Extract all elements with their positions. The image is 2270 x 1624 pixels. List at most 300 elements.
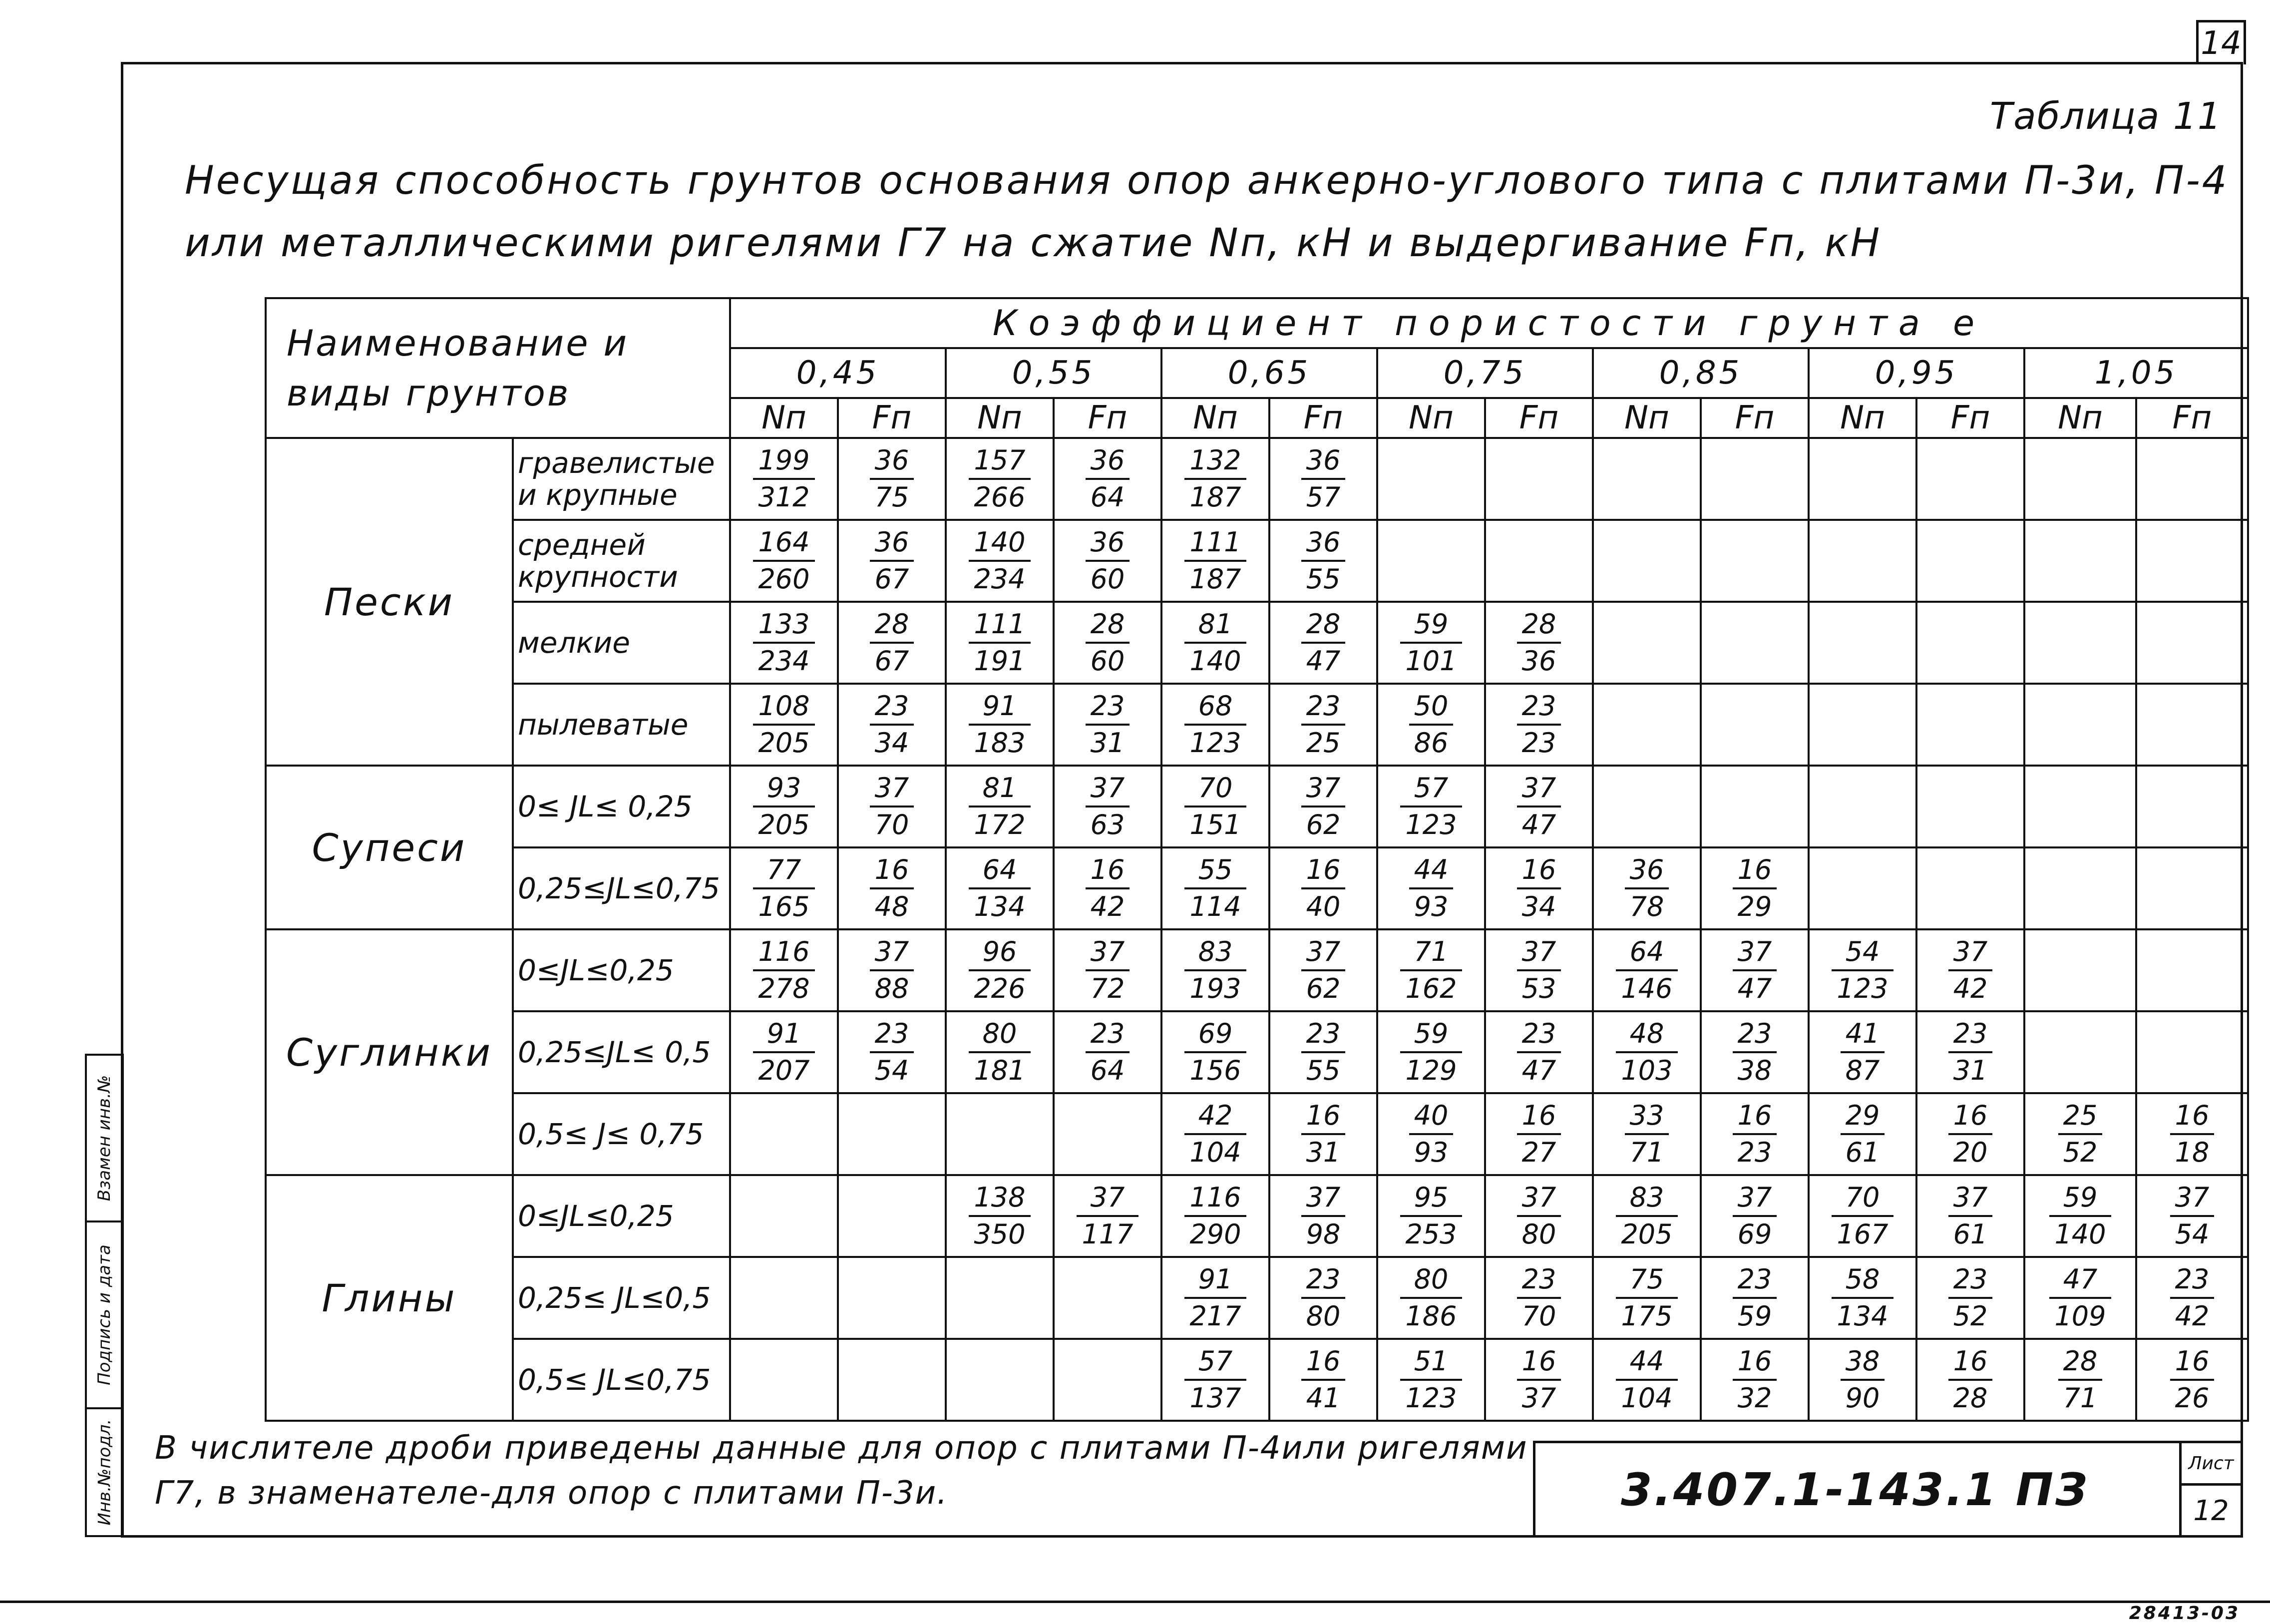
numerator: 36 bbox=[870, 529, 914, 562]
numerator: 57 bbox=[1184, 1348, 1246, 1381]
denominator: 278 bbox=[758, 973, 810, 1004]
denominator: 80 bbox=[1521, 1218, 1556, 1250]
denominator: 183 bbox=[974, 727, 1026, 759]
value-cell bbox=[1701, 1339, 1809, 1421]
fraction bbox=[1409, 856, 1454, 920]
fraction bbox=[1616, 1345, 1677, 1414]
denominator: 88 bbox=[874, 973, 909, 1004]
np-header-2: Nп bbox=[1161, 398, 1269, 438]
fraction bbox=[2170, 1263, 2215, 1332]
numerator: 16 bbox=[1517, 856, 1561, 889]
fraction bbox=[969, 856, 1030, 920]
fraction bbox=[2049, 1184, 2111, 1248]
value-cell bbox=[1269, 438, 1377, 520]
fraction bbox=[1086, 526, 1130, 595]
fraction bbox=[1841, 1020, 1885, 1084]
value-cell bbox=[1161, 929, 1269, 1011]
value-cell bbox=[1809, 1093, 1916, 1175]
np-header-1: Nп bbox=[946, 398, 1054, 438]
fraction bbox=[753, 444, 814, 513]
fraction bbox=[1733, 856, 1777, 920]
numerator: 36 bbox=[1625, 856, 1669, 889]
value-cell bbox=[1485, 602, 1593, 684]
denominator: 129 bbox=[1405, 1055, 1457, 1086]
denominator: 253 bbox=[1405, 1218, 1457, 1250]
fraction bbox=[1400, 938, 1462, 1002]
numerator: 81 bbox=[1184, 611, 1246, 644]
denominator: 114 bbox=[1189, 891, 1241, 922]
value-cell bbox=[730, 684, 838, 766]
numerator: 80 bbox=[1400, 1266, 1462, 1299]
numerator: 50 bbox=[1409, 693, 1454, 726]
denominator: 140 bbox=[1189, 645, 1241, 677]
fraction bbox=[2170, 1345, 2215, 1414]
numerator: 59 bbox=[1400, 611, 1462, 644]
fraction bbox=[1301, 772, 1346, 840]
value-cell bbox=[730, 1257, 838, 1339]
numerator: 42 bbox=[1184, 1102, 1246, 1135]
numerator: 132 bbox=[1184, 447, 1246, 480]
soil-group-3: Глины bbox=[266, 1175, 513, 1421]
numerator: 23 bbox=[1086, 1020, 1130, 1053]
table-row bbox=[266, 520, 2248, 602]
denominator: 234 bbox=[758, 645, 810, 677]
porosity-value-0: 0,45 bbox=[730, 348, 946, 398]
value-cell bbox=[1377, 929, 1485, 1011]
table-row bbox=[266, 684, 2248, 766]
denominator: 134 bbox=[974, 891, 1026, 922]
fraction bbox=[1184, 526, 1246, 595]
fraction bbox=[1832, 938, 1893, 1002]
numerator: 64 bbox=[969, 856, 1030, 889]
numerator: 91 bbox=[1184, 1266, 1246, 1299]
value-cell bbox=[2136, 766, 2248, 847]
value-cell bbox=[1054, 520, 1161, 602]
value-cell bbox=[2024, 766, 2136, 847]
fraction bbox=[753, 526, 814, 595]
denominator: 27 bbox=[1521, 1137, 1556, 1168]
fraction bbox=[753, 690, 814, 759]
numerator: 95 bbox=[1400, 1184, 1462, 1217]
denominator: 62 bbox=[1306, 973, 1341, 1004]
fraction bbox=[1184, 772, 1246, 840]
numerator: 48 bbox=[1616, 1020, 1677, 1053]
porosity-value-1: 0,55 bbox=[946, 348, 1161, 398]
denominator: 23 bbox=[1521, 727, 1556, 759]
numerator: 69 bbox=[1184, 1020, 1246, 1053]
denominator: 60 bbox=[1090, 645, 1125, 677]
numerator: 16 bbox=[870, 856, 914, 889]
denominator: 64 bbox=[1090, 1055, 1125, 1086]
denominator: 23 bbox=[1737, 1137, 1772, 1168]
fraction bbox=[1086, 938, 1130, 1002]
numerator: 16 bbox=[1517, 1102, 1561, 1135]
np-header-3: Nп bbox=[1377, 398, 1485, 438]
value-cell bbox=[1701, 438, 1809, 520]
value-cell bbox=[1269, 602, 1377, 684]
value-cell bbox=[1701, 602, 1809, 684]
denominator: 70 bbox=[1521, 1300, 1556, 1332]
value-cell bbox=[730, 1339, 838, 1421]
fraction bbox=[1400, 1263, 1462, 1332]
fp-header-0: Fп bbox=[838, 398, 946, 438]
value-cell bbox=[1054, 1339, 1161, 1421]
numerator: 16 bbox=[1733, 1102, 1777, 1135]
numerator: 38 bbox=[1841, 1348, 1885, 1381]
denominator: 61 bbox=[1845, 1137, 1880, 1168]
fraction bbox=[1184, 608, 1246, 677]
denominator: 146 bbox=[1621, 973, 1673, 1004]
fraction bbox=[1184, 1184, 1246, 1248]
fraction bbox=[1301, 856, 1346, 920]
value-cell bbox=[1701, 766, 1809, 847]
header-soil-name: Наименование и виды грунтов bbox=[266, 298, 730, 438]
denominator: 187 bbox=[1189, 563, 1241, 595]
fraction bbox=[1733, 1020, 1777, 1084]
fraction bbox=[753, 856, 814, 920]
denominator: 151 bbox=[1189, 809, 1241, 840]
denominator: 53 bbox=[1521, 973, 1556, 1004]
denominator: 60 bbox=[1090, 563, 1125, 595]
denominator: 37 bbox=[1521, 1382, 1556, 1414]
document-code: 3.407.1-143.1 ПЗ bbox=[1620, 1463, 2090, 1516]
value-cell bbox=[1809, 520, 1916, 602]
denominator: 69 bbox=[1737, 1218, 1772, 1250]
value-cell bbox=[1485, 684, 1593, 766]
numerator: 37 bbox=[1948, 938, 1993, 971]
page-number: 14 bbox=[2196, 20, 2246, 64]
value-cell bbox=[2024, 602, 2136, 684]
value-cell bbox=[1916, 602, 2024, 684]
denominator: 47 bbox=[1306, 645, 1341, 677]
denominator: 28 bbox=[1953, 1382, 1988, 1414]
numerator: 28 bbox=[1086, 611, 1130, 644]
table-label: Таблица 11 bbox=[1990, 95, 2222, 138]
value-cell bbox=[1377, 1339, 1485, 1421]
value-cell bbox=[2136, 1093, 2248, 1175]
numerator: 37 bbox=[1733, 938, 1777, 971]
denominator: 207 bbox=[758, 1055, 810, 1086]
fraction bbox=[1616, 1184, 1677, 1248]
value-cell bbox=[1161, 1175, 1269, 1257]
value-cell bbox=[838, 1011, 946, 1093]
fraction bbox=[1301, 1345, 1346, 1414]
fraction bbox=[1301, 938, 1346, 1002]
value-cell bbox=[1161, 1093, 1269, 1175]
numerator: 59 bbox=[1400, 1020, 1462, 1053]
value-cell bbox=[1701, 1175, 1809, 1257]
denominator: 290 bbox=[1189, 1218, 1241, 1250]
value-cell bbox=[730, 929, 838, 1011]
fraction bbox=[969, 608, 1030, 677]
numerator: 23 bbox=[870, 693, 914, 726]
sheet-box bbox=[2179, 1443, 2241, 1536]
np-header-5: Nп bbox=[1809, 398, 1916, 438]
value-cell bbox=[1161, 1011, 1269, 1093]
value-cell bbox=[2136, 1339, 2248, 1421]
fraction bbox=[1841, 1102, 1885, 1166]
value-cell bbox=[946, 766, 1054, 847]
numerator: 23 bbox=[1948, 1266, 1993, 1299]
fraction bbox=[1409, 690, 1454, 759]
denominator: 48 bbox=[874, 891, 909, 922]
numerator: 28 bbox=[1517, 611, 1561, 644]
value-cell bbox=[1916, 1339, 2024, 1421]
value-cell bbox=[1701, 1011, 1809, 1093]
value-cell bbox=[1161, 520, 1269, 602]
denominator: 90 bbox=[1845, 1382, 1880, 1414]
fp-header-5: Fп bbox=[1916, 398, 2024, 438]
value-cell bbox=[1269, 1257, 1377, 1339]
value-cell bbox=[730, 438, 838, 520]
value-cell bbox=[946, 1257, 1054, 1339]
numerator: 111 bbox=[1184, 529, 1246, 562]
value-cell bbox=[2136, 1011, 2248, 1093]
np-header-4: Nп bbox=[1593, 398, 1701, 438]
denominator: 205 bbox=[758, 809, 810, 840]
numerator: 37 bbox=[1301, 938, 1346, 971]
value-cell bbox=[1809, 929, 1916, 1011]
fraction bbox=[753, 938, 814, 1002]
denominator: 71 bbox=[2063, 1382, 2098, 1414]
numerator: 28 bbox=[2058, 1348, 2103, 1381]
table-row bbox=[266, 1257, 2248, 1339]
numerator: 16 bbox=[1948, 1102, 1993, 1135]
fraction bbox=[2058, 1345, 2103, 1414]
numerator: 157 bbox=[969, 447, 1030, 480]
document-title: Несущая способность грунтов основания опор анкерно-углового типа с плитами П-3и, П-4 или металлическими ригелями Г7 на сжатие Nп, кН и выдергивание Fп, кН bbox=[185, 158, 2229, 266]
table-row bbox=[266, 766, 2248, 847]
value-cell bbox=[1593, 684, 1701, 766]
denominator: 98 bbox=[1306, 1218, 1341, 1250]
denominator: 25 bbox=[1306, 727, 1341, 759]
numerator: 37 bbox=[1086, 938, 1130, 971]
numerator: 164 bbox=[753, 529, 814, 562]
value-cell bbox=[730, 520, 838, 602]
soil-subtype: пылеватые bbox=[513, 684, 730, 766]
denominator: 123 bbox=[1189, 727, 1241, 759]
numerator: 23 bbox=[1301, 693, 1346, 726]
value-cell bbox=[838, 1175, 946, 1257]
value-cell bbox=[1485, 520, 1593, 602]
fraction bbox=[1616, 938, 1677, 1002]
value-cell bbox=[730, 847, 838, 929]
denominator: 78 bbox=[1629, 891, 1664, 922]
numerator: 28 bbox=[870, 611, 914, 644]
fraction bbox=[1301, 1263, 1346, 1332]
numerator: 70 bbox=[1832, 1184, 1893, 1217]
fraction bbox=[1948, 1345, 1993, 1414]
value-cell bbox=[1809, 1257, 1916, 1339]
value-cell bbox=[1054, 1011, 1161, 1093]
denominator: 104 bbox=[1189, 1137, 1241, 1168]
numerator: 133 bbox=[753, 611, 814, 644]
fraction bbox=[1301, 1184, 1346, 1248]
fraction bbox=[2049, 1263, 2111, 1332]
value-cell bbox=[2024, 1339, 2136, 1421]
value-cell bbox=[1054, 847, 1161, 929]
value-cell bbox=[1809, 602, 1916, 684]
fraction bbox=[1517, 938, 1561, 1002]
numerator: 64 bbox=[1616, 938, 1677, 971]
fraction bbox=[1400, 772, 1462, 840]
value-cell bbox=[1485, 1093, 1593, 1175]
fraction bbox=[1948, 1184, 1993, 1248]
denominator: 175 bbox=[1621, 1300, 1673, 1332]
value-cell bbox=[838, 1339, 946, 1421]
value-cell bbox=[838, 1093, 946, 1175]
fraction bbox=[969, 690, 1030, 759]
numerator: 37 bbox=[870, 938, 914, 971]
value-cell bbox=[1593, 438, 1701, 520]
value-cell bbox=[2024, 1011, 2136, 1093]
footnote-line-2: Г7, в знаменателе-для опор с плитами П-3и. bbox=[155, 1475, 948, 1512]
numerator: 57 bbox=[1400, 775, 1462, 808]
denominator: 205 bbox=[1621, 1218, 1673, 1250]
soil-subtype: гравелистые и крупные bbox=[513, 438, 730, 520]
denominator: 64 bbox=[1090, 481, 1125, 513]
fraction bbox=[870, 1020, 914, 1084]
soil-subtype: 0,25≤JL≤ 0,5 bbox=[513, 1011, 730, 1093]
fraction bbox=[1948, 938, 1993, 1002]
value-cell bbox=[1593, 929, 1701, 1011]
fraction bbox=[1841, 1345, 1885, 1414]
table-row bbox=[266, 602, 2248, 684]
denominator: 52 bbox=[1953, 1300, 1988, 1332]
fraction bbox=[1409, 1102, 1454, 1166]
value-cell bbox=[946, 438, 1054, 520]
numerator: 28 bbox=[1301, 611, 1346, 644]
denominator: 42 bbox=[1090, 891, 1125, 922]
value-cell bbox=[2024, 1257, 2136, 1339]
value-cell bbox=[1485, 847, 1593, 929]
soil-subtype: 0,25≤JL≤0,75 bbox=[513, 847, 730, 929]
value-cell bbox=[946, 602, 1054, 684]
value-cell bbox=[730, 1011, 838, 1093]
fraction bbox=[1517, 1020, 1561, 1084]
porosity-value-6: 1,05 bbox=[2024, 348, 2248, 398]
value-cell bbox=[2136, 1175, 2248, 1257]
value-cell bbox=[2136, 438, 2248, 520]
value-cell bbox=[946, 1093, 1054, 1175]
numerator: 37 bbox=[1301, 775, 1346, 808]
fraction bbox=[1733, 1184, 1777, 1248]
numerator: 16 bbox=[1733, 856, 1777, 889]
soil-group-0: Пески bbox=[266, 438, 513, 766]
fp-header-1: Fп bbox=[1054, 398, 1161, 438]
denominator: 266 bbox=[974, 481, 1026, 513]
denominator: 57 bbox=[1306, 481, 1341, 513]
denominator: 205 bbox=[758, 727, 810, 759]
denominator: 34 bbox=[1521, 891, 1556, 922]
numerator: 96 bbox=[969, 938, 1030, 971]
value-cell bbox=[946, 929, 1054, 1011]
value-cell bbox=[1377, 684, 1485, 766]
value-cell bbox=[838, 602, 946, 684]
denominator: 156 bbox=[1189, 1055, 1241, 1086]
value-cell bbox=[1377, 766, 1485, 847]
fraction bbox=[1184, 1102, 1246, 1166]
fraction bbox=[1184, 1020, 1246, 1084]
value-cell bbox=[2024, 684, 2136, 766]
fraction bbox=[1400, 1184, 1462, 1248]
denominator: 31 bbox=[1953, 1055, 1988, 1086]
value-cell bbox=[838, 766, 946, 847]
porosity-value-2: 0,65 bbox=[1161, 348, 1377, 398]
value-cell bbox=[2024, 1093, 2136, 1175]
denominator: 167 bbox=[1837, 1218, 1889, 1250]
denominator: 217 bbox=[1189, 1300, 1241, 1332]
denominator: 32 bbox=[1737, 1382, 1772, 1414]
numerator: 36 bbox=[870, 447, 914, 480]
fraction bbox=[1517, 772, 1561, 840]
fraction bbox=[870, 526, 914, 595]
denominator: 55 bbox=[1306, 563, 1341, 595]
denominator: 123 bbox=[1405, 809, 1457, 840]
porosity-value-5: 0,95 bbox=[1809, 348, 2024, 398]
numerator: 116 bbox=[753, 938, 814, 971]
np-header-0: Nп bbox=[730, 398, 838, 438]
value-cell bbox=[1593, 766, 1701, 847]
archive-number: 28413-03 bbox=[2129, 1603, 2240, 1624]
numerator: 37 bbox=[1517, 775, 1561, 808]
value-cell bbox=[1916, 684, 2024, 766]
numerator: 16 bbox=[1301, 1348, 1346, 1381]
denominator: 101 bbox=[1405, 645, 1457, 677]
value-cell bbox=[1377, 1011, 1485, 1093]
value-cell bbox=[1377, 1257, 1485, 1339]
value-cell bbox=[1269, 1339, 1377, 1421]
soil-subtype: 0,5≤ JL≤0,75 bbox=[513, 1339, 730, 1421]
value-cell bbox=[1916, 929, 2024, 1011]
denominator: 70 bbox=[874, 809, 909, 840]
value-cell bbox=[1377, 1093, 1485, 1175]
value-cell bbox=[1916, 1175, 2024, 1257]
fraction bbox=[1301, 1020, 1346, 1084]
fp-header-3: Fп bbox=[1485, 398, 1593, 438]
numerator: 44 bbox=[1616, 1348, 1677, 1381]
value-cell bbox=[2024, 929, 2136, 1011]
value-cell bbox=[1054, 438, 1161, 520]
denominator: 54 bbox=[874, 1055, 909, 1086]
fraction bbox=[1086, 690, 1130, 759]
value-cell bbox=[1485, 766, 1593, 847]
denominator: 36 bbox=[1521, 645, 1556, 677]
fraction bbox=[1733, 938, 1777, 1002]
value-cell bbox=[1916, 1011, 2024, 1093]
fp-header-2: Fп bbox=[1269, 398, 1377, 438]
denominator: 52 bbox=[2063, 1137, 2098, 1168]
fraction bbox=[969, 1184, 1030, 1248]
value-cell bbox=[1269, 1011, 1377, 1093]
numerator: 58 bbox=[1832, 1266, 1893, 1299]
denominator: 47 bbox=[1521, 1055, 1556, 1086]
value-cell bbox=[1809, 847, 1916, 929]
value-cell bbox=[1593, 1093, 1701, 1175]
value-cell bbox=[1809, 1175, 1916, 1257]
fraction bbox=[1517, 1345, 1561, 1414]
numerator: 111 bbox=[969, 611, 1030, 644]
fraction bbox=[969, 526, 1030, 595]
value-cell bbox=[838, 520, 946, 602]
value-cell bbox=[1377, 1175, 1485, 1257]
numerator: 55 bbox=[1184, 856, 1246, 889]
fp-header-6: Fп bbox=[2136, 398, 2248, 438]
fraction bbox=[870, 772, 914, 840]
fraction bbox=[1625, 1102, 1669, 1166]
numerator: 23 bbox=[2170, 1266, 2215, 1299]
numerator: 37 bbox=[1517, 1184, 1561, 1217]
